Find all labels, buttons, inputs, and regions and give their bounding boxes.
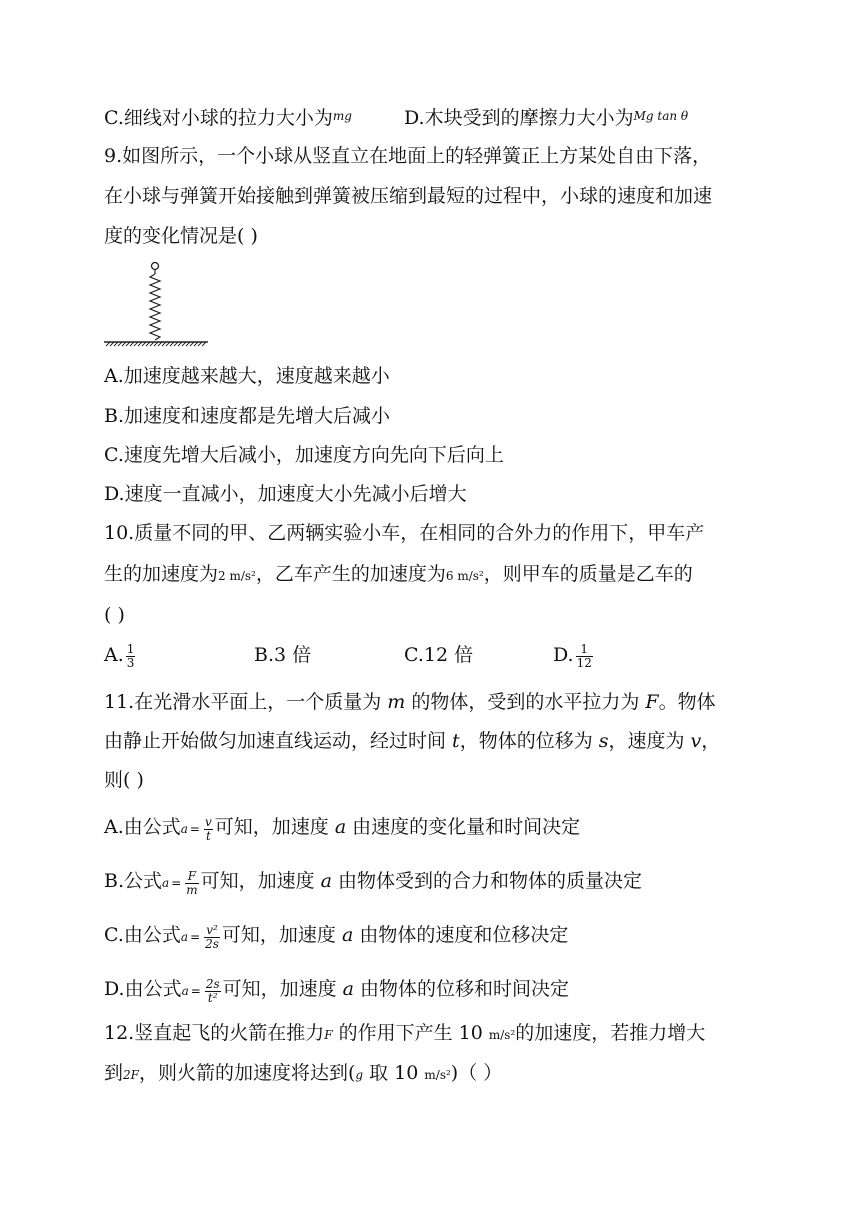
q10-option-d: D. $\frac{1}{12}$ bbox=[553, 641, 592, 670]
q9-stem-line-2: 在小球与弹簧开始接触到弹簧被压缩到最短的过程中，小球的速度和加速 bbox=[104, 185, 713, 207]
q8-options-line bbox=[104, 102, 689, 132]
q9-stem-line-1: 9.如图所示，一个小球从竖直立在地面上的轻弹簧正上方某处自由下落， bbox=[104, 145, 712, 167]
q10-option-c: C.12 倍 bbox=[404, 644, 474, 666]
q11-option-d: D.由公式 a = $\frac{2s}{\text{t²}}$ 可知，加速度 a 由物体的位移和时间决定 bbox=[104, 976, 570, 1005]
q11-option-c: C.由公式 a = $\frac{\text{v²}}{2s}$ 可知，加速度 a 由物体的速度和位移决定 bbox=[104, 922, 569, 951]
q11-option-a: A.由公式 a = $\frac{v}{t}$ 可知，加速度 a 由速度的变化量和时间决定 bbox=[104, 814, 581, 843]
q10-unit-1: 2 m/s² bbox=[218, 569, 256, 583]
ball-shape bbox=[152, 263, 159, 270]
q9-option-b: B.加速度和速度都是先增大后减小 bbox=[104, 405, 391, 427]
q11-stem-line-3: 则( ) bbox=[104, 769, 144, 791]
q8-option-d: D.木块受到的摩擦力大小为$^{Mg tan \theta}$ bbox=[404, 107, 689, 129]
q10-unit-2: 6 m/s² bbox=[445, 569, 484, 583]
spring-shape bbox=[150, 274, 160, 340]
q10-stem-line-3: ( ) bbox=[104, 604, 125, 626]
q12-stem-line-1: 12.竖直起飞的火箭在推力F 的作用下产生 10 m/s²的加速度，若推力增大 bbox=[104, 1022, 706, 1044]
q9-option-a: A.加速度越来越大，速度越来越小 bbox=[104, 365, 390, 387]
q9-option-c: C.速度先增大后减小，加速度方向先向下后向上 bbox=[104, 444, 504, 466]
q8-option-c: C.细线对小球的拉力大小为$^{mg}$ bbox=[104, 107, 352, 129]
q10-option-b: B.3 倍 bbox=[254, 644, 312, 666]
q10-stem-line-2: 生的加速度为2 m/s²，乙车产生的加速度为6 m/s²，则甲车的质量是乙车的 bbox=[104, 563, 693, 585]
q10-option-a: A. $\frac{1}{3}$ bbox=[104, 641, 135, 670]
spring-ball-figure bbox=[104, 258, 210, 350]
q12-stem-line-2: 到2F，则火箭的加速度将达到(g 取 10 m/s²)（ ） bbox=[104, 1062, 503, 1084]
q9-option-d: D.速度一直减小，加速度大小先减小后增大 bbox=[104, 483, 467, 505]
q11-stem-line-2: 由静止开始做匀加速直线运动，经过时间 t，物体的位移为 s，速度为 v， bbox=[104, 730, 721, 752]
q11-stem-line-1: 11.在光滑水平面上，一个质量为 m 的物体，受到的水平拉力为 F。物体 bbox=[104, 691, 716, 713]
q11-option-b: B.公式 a = $\frac{F}{m}$ 可知，加速度 a 由物体受到的合力和物体的质量决定 bbox=[104, 868, 643, 897]
q9-stem-line-3: 度的变化情况是( ) bbox=[104, 225, 258, 247]
q10-stem-line-1: 10.质量不同的甲、乙两辆实验小车，在相同的合外力的作用下，甲车产 bbox=[104, 522, 705, 544]
